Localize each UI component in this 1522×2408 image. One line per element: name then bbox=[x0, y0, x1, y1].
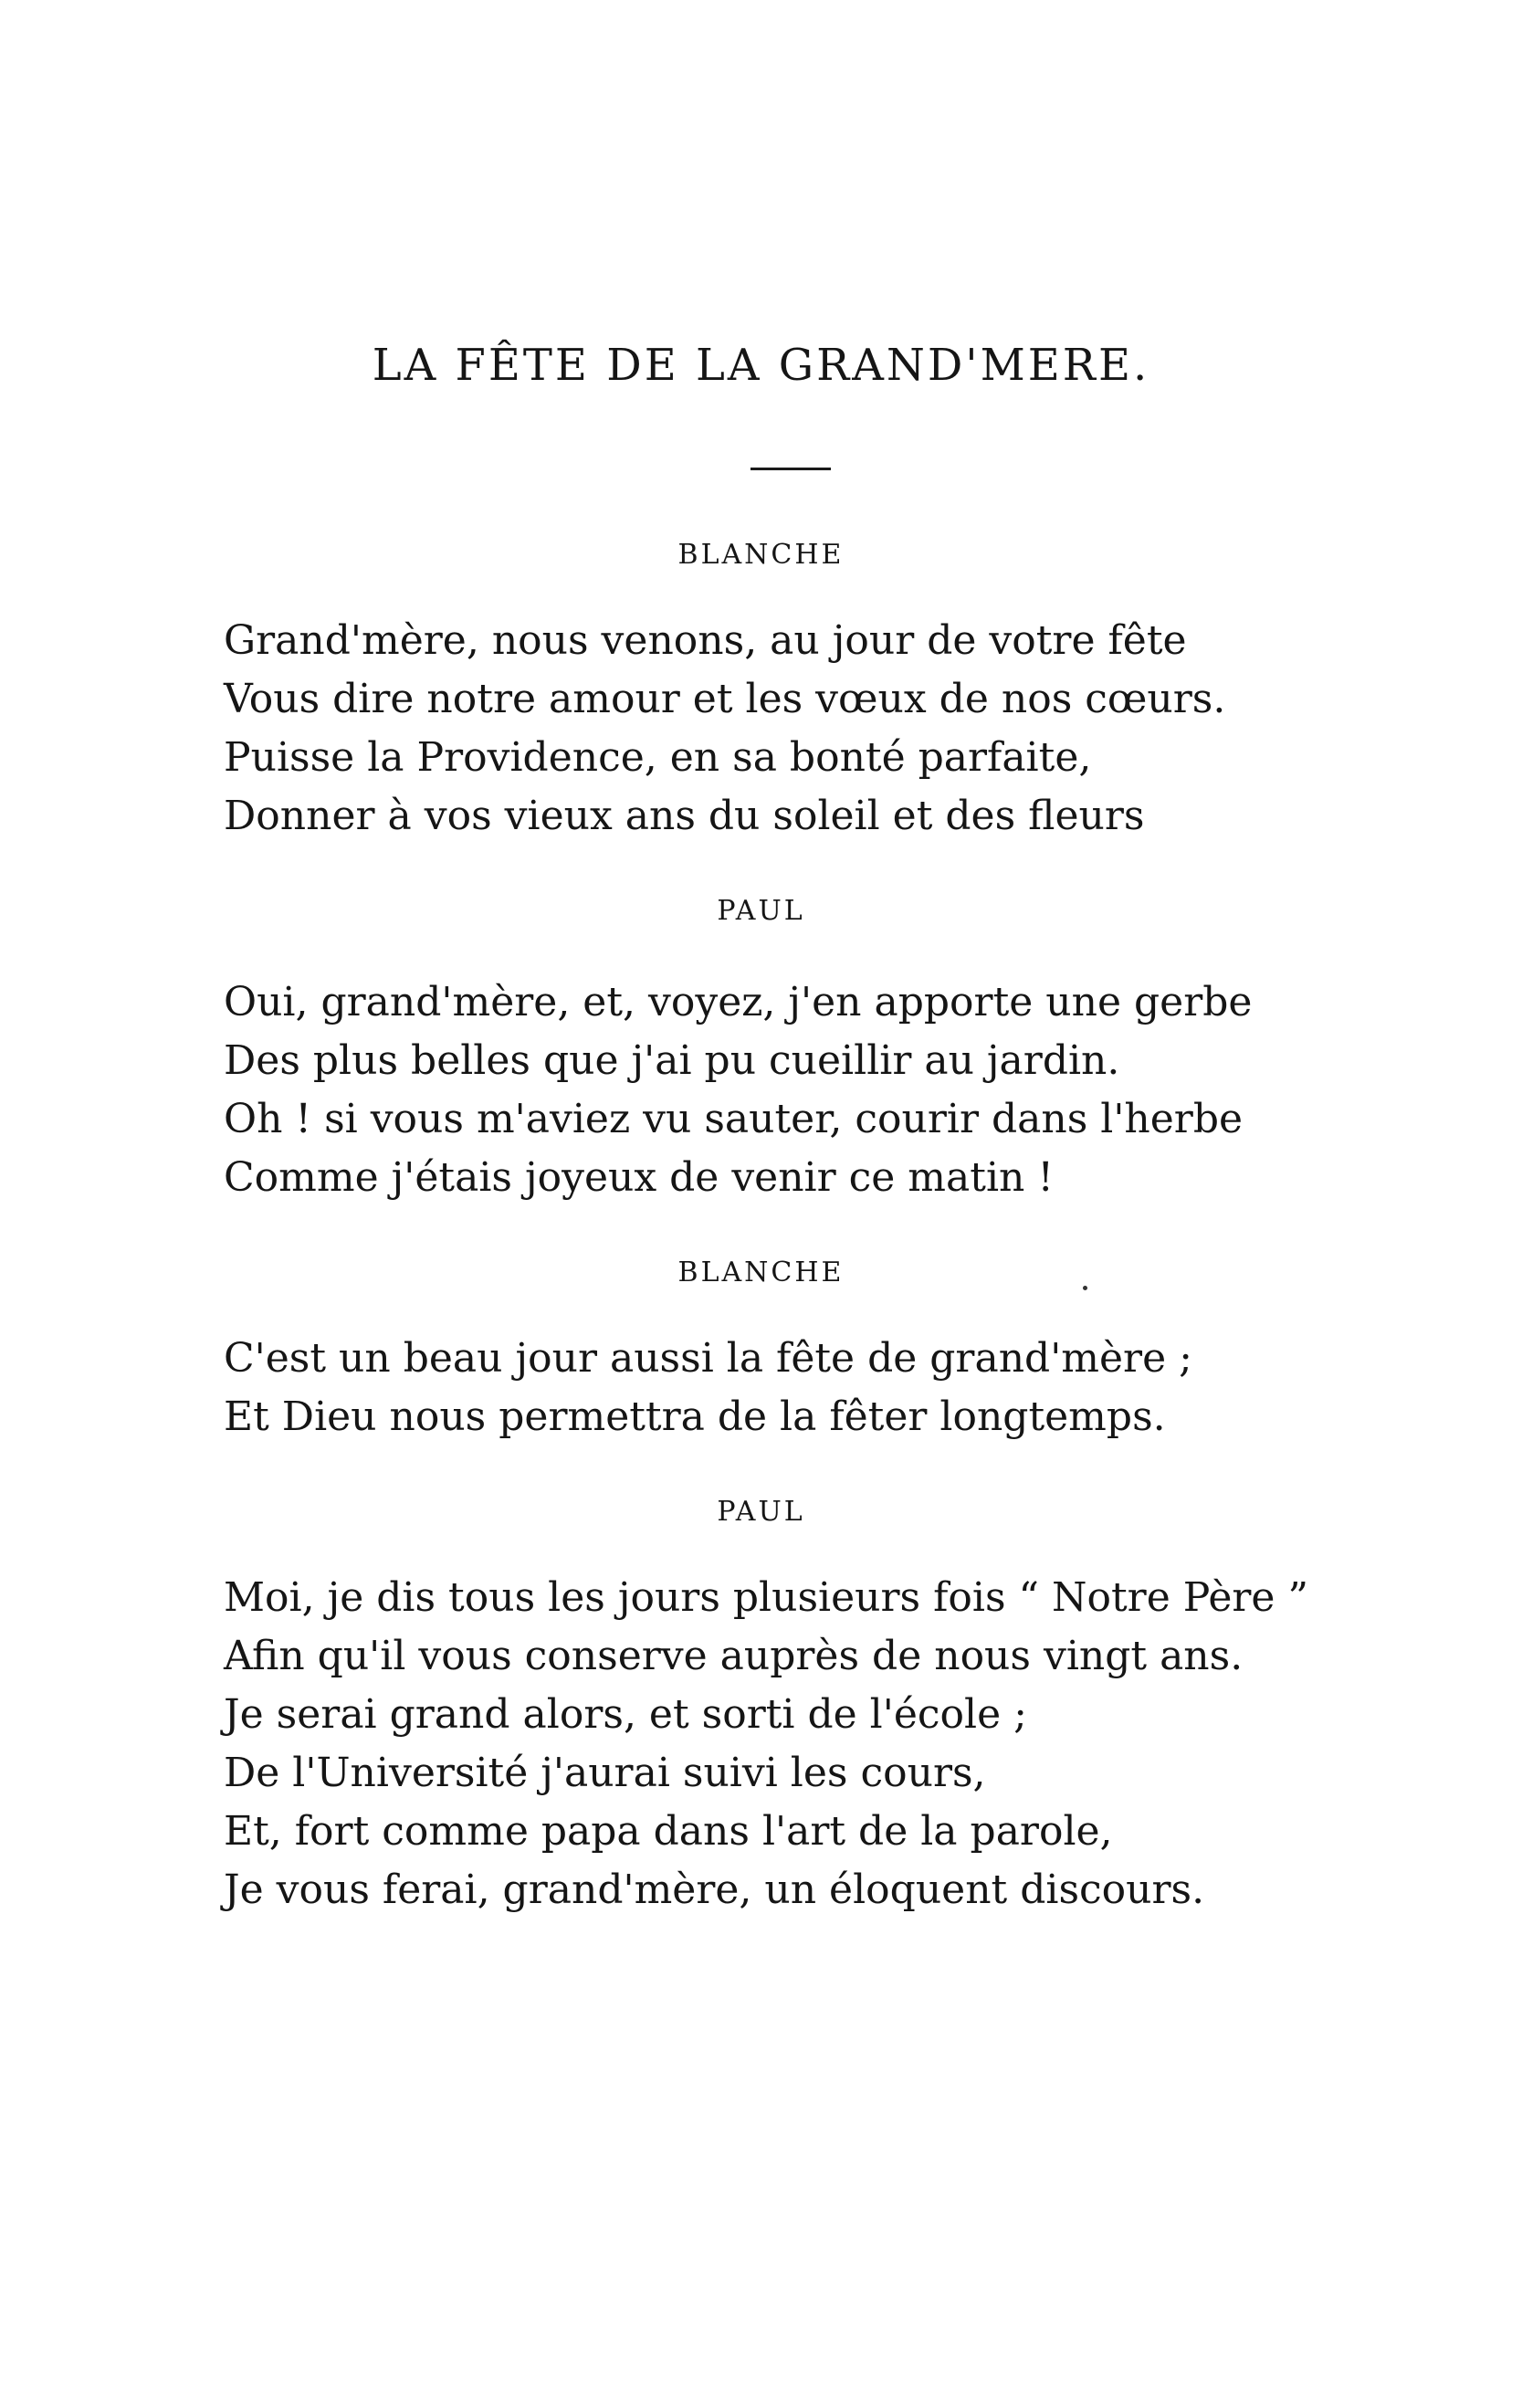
verse-line: Oui, grand'mère, et, voyez, j'en apporte une gerbe bbox=[224, 979, 1253, 1025]
stanza bbox=[224, 973, 1252, 1207]
verse-line: Moi, je dis tous les jours plusieurs fois “ Notre Père ” bbox=[224, 1574, 1308, 1621]
verse-line: Afin qu'il vous conserve auprès de nous vingt ans. bbox=[224, 1633, 1244, 1679]
verse-line: De l'Université j'aurai suivi les cours, bbox=[224, 1750, 986, 1796]
speaker-label: BLANCHE bbox=[677, 539, 845, 571]
title-rule bbox=[751, 468, 831, 470]
verse-line: Grand'mère, nous venons, au jour de votre fête bbox=[224, 617, 1187, 664]
verse-line: Je serai grand alors, et sorti de l'école ; bbox=[224, 1691, 1027, 1738]
stanza bbox=[224, 1569, 1308, 1919]
verse-line: Des plus belles que j'ai pu cueillir au jardin. bbox=[224, 1037, 1120, 1084]
verse-line: Je vous ferai, grand'mère, un éloquent discours. bbox=[224, 1866, 1205, 1913]
verse-line: Donner à vos vieux ans du soleil et des fleurs bbox=[224, 793, 1145, 839]
stanza bbox=[224, 612, 1225, 846]
speaker-label: PAUL bbox=[717, 1496, 805, 1528]
verse-line: Vous dire notre amour et les vœux de nos cœurs. bbox=[224, 676, 1226, 722]
verse-line: Comme j'étais joyeux de venir ce matin ! bbox=[224, 1154, 1055, 1201]
verse-line: Et, fort comme papa dans l'art de la parole, bbox=[224, 1808, 1113, 1855]
verse-line: Et Dieu nous permettra de la fêter longtemps. bbox=[224, 1393, 1166, 1440]
verse-line: Puisse la Providence, en sa bonté parfaite, bbox=[224, 734, 1092, 781]
verse-line: Oh ! si vous m'aviez vu sauter, courir dans l'herbe bbox=[224, 1096, 1244, 1142]
speaker-label: BLANCHE bbox=[677, 1257, 845, 1288]
verse-line: C'est un beau jour aussi la fête de grand'mère ; bbox=[224, 1335, 1192, 1382]
print-speck bbox=[1083, 1286, 1087, 1290]
speaker-label: PAUL bbox=[717, 895, 805, 927]
stanza bbox=[224, 1330, 1192, 1446]
poem-title: LA FÊTE DE LA GRAND'MERE. bbox=[372, 340, 1150, 391]
